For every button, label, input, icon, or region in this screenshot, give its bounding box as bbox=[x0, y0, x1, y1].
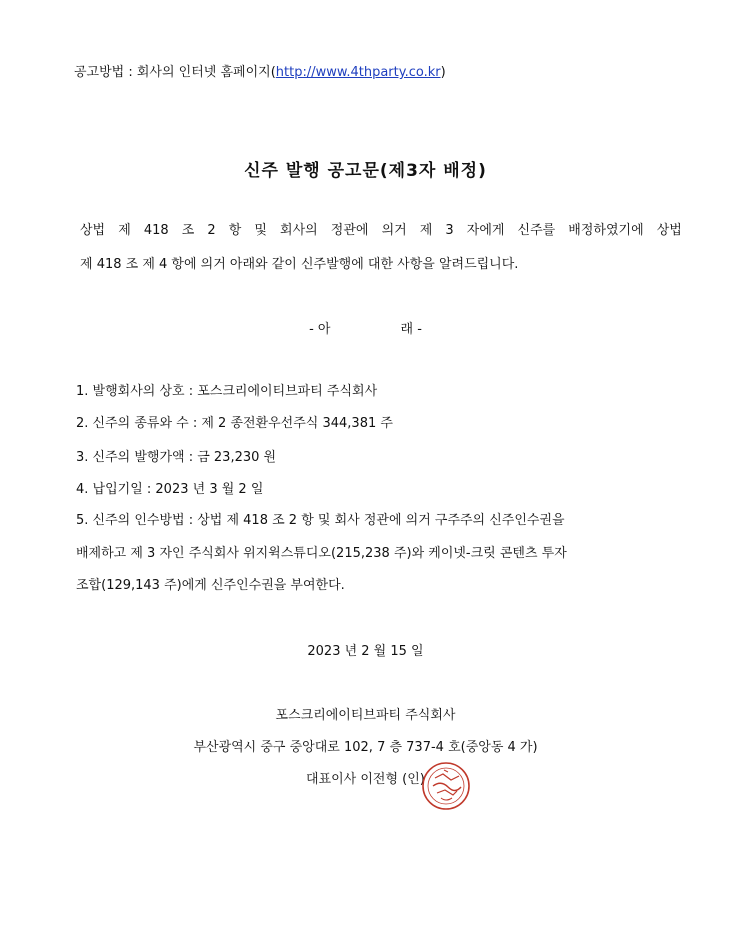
representative-line: 대표이사 이전형 (인) bbox=[306, 772, 425, 787]
company-name: 포스크리에이티브파티 주식회사 bbox=[275, 708, 456, 723]
item-issue-price: 3. 신주의 발행가액 : 금 23,230 원 bbox=[76, 450, 277, 465]
intro-word: 제 bbox=[419, 223, 433, 238]
notice-method-prefix: 공고방법 : 회사의 인터넷 홈페이지( bbox=[74, 65, 276, 80]
intro-word: 배정하였기에 bbox=[568, 223, 644, 238]
intro-word: 2 bbox=[207, 223, 216, 238]
intro-word: 418 bbox=[143, 223, 169, 238]
company-seal-stamp-icon bbox=[415, 760, 477, 812]
heading-note-right: 래 - bbox=[400, 322, 422, 337]
intro-word: 상법 bbox=[656, 223, 682, 238]
intro-paragraph-line-2: 제 418 조 제 4 항에 의거 아래와 같이 신주발행에 대한 사항을 알려드립니다. bbox=[80, 257, 519, 272]
item-issuer-name: 1. 발행회사의 상호 : 포스크리에이티브파티 주식회사 bbox=[76, 384, 378, 399]
intro-word: 자에게 bbox=[466, 223, 505, 238]
notice-method-suffix: ) bbox=[440, 65, 446, 80]
document-title: 신주 발행 공고문(제3자 배정) bbox=[244, 161, 487, 181]
item-subscription-method: 5. 신주의 인수방법 : 상법 제 418 조 2 항 및 회사 정관에 의거 구주주의 신주인수권을 bbox=[76, 513, 565, 528]
intro-word: 의거 bbox=[381, 223, 407, 238]
intro-word: 조 bbox=[181, 223, 195, 238]
homepage-link[interactable]: http://www.4thparty.co.kr bbox=[275, 65, 441, 80]
heading-note-left: - 아 bbox=[309, 322, 331, 337]
item-payment-date: 4. 납입기일 : 2023 년 3 월 2 일 bbox=[76, 482, 264, 497]
intro-word: 신주를 bbox=[517, 223, 556, 238]
intro-word: 항 bbox=[228, 223, 242, 238]
intro-word: 3 bbox=[445, 223, 454, 238]
item-share-type: 2. 신주의 종류와 수 : 제 2 종전환우선주식 344,381 주 bbox=[76, 416, 393, 431]
notice-date: 2023 년 2 월 15 일 bbox=[307, 644, 424, 659]
intro-word: 상법 bbox=[80, 223, 106, 238]
heading-note bbox=[0, 318, 731, 337]
item-subscription-method-cont-2: 조합(129,143 주)에게 신주인수권을 부여한다. bbox=[76, 578, 345, 593]
intro-word: 제 bbox=[118, 223, 131, 238]
item-subscription-method-cont-1: 배제하고 제 3 자인 주식회사 위지윅스튜디오(215,238 주)와 케이넷-크릿 콘텐츠 투자 bbox=[76, 546, 567, 561]
notice-method bbox=[74, 64, 446, 82]
intro-word: 회사의 bbox=[280, 223, 318, 238]
intro-word: 정관에 bbox=[330, 223, 369, 238]
company-address: 부산광역시 중구 중앙대로 102, 7 층 737-4 호(중앙동 4 가) bbox=[193, 740, 538, 755]
intro-paragraph-line-1 bbox=[80, 222, 682, 240]
intro-word: 및 bbox=[254, 223, 267, 238]
